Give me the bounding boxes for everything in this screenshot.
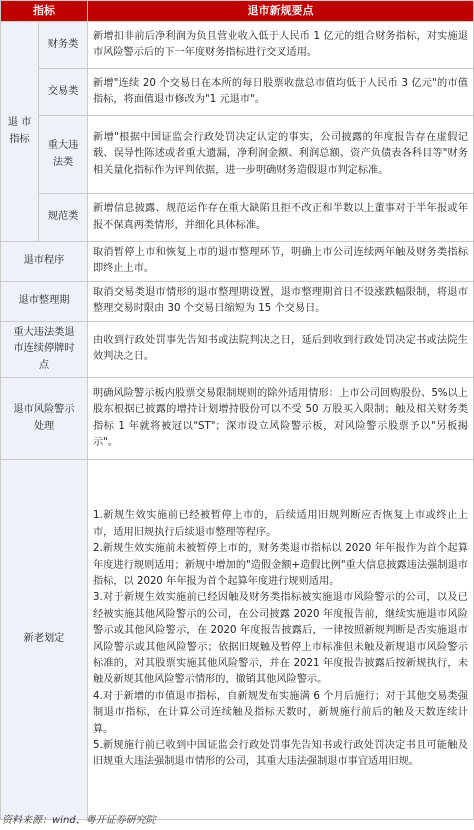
category-delist-indicator	[1, 22, 39, 242]
transition-item-4: 4.对于新增的市值退市指标，自新规发布实施满 6 个月后施行；对于其他交易类强制退市指标，在计算公司连续触及指标天数时，新规施行前后的触及天数连续计算。	[93, 690, 468, 735]
table-row	[1, 242, 474, 282]
transition-item-2: 2.新规生效实施前未被暂停上市的，财务类退市指标以 2020 年年报作为首个起算年度进行规则适用；新规中增加的"造假金额+造假比例"重大信息披露违法强制退市指标，以 2020 年年报为首个起算年度进行规则适用。	[93, 543, 468, 587]
transition-item-5: 5.新规施行前已收到中国证监会行政处罚事先告知书或行政处罚决定书且可能触及旧规重大违法强制退市情形的公司，其重大违法强制退市事宜适用旧规。	[93, 739, 468, 768]
label-delist-procedure: 退市程序	[1, 242, 88, 282]
suspension-content: 由收到行政处罚事先告知书或法院判决之日，延后到收到行政处罚决定书或法院生效判决之日。	[88, 321, 474, 377]
table-row	[1, 321, 474, 377]
major-violation-content: 新增"根据中国证监会行政处罚决定认定的事实，公司披露的年度报告存在虚假记载、误导性陈述或者重大遗漏，净利润金额、利润总额、资产负债表各科目等"财务相关量化指标作为评判依据，进一步明确财务造假退市判定标准。	[88, 116, 474, 194]
procedure-content: 取消暂停上市和恢复上市的退市整理环节，明确上市公司连续两年触及财务类指标即终止上市。	[88, 242, 474, 282]
table-row	[1, 378, 474, 460]
table-row	[1, 116, 474, 194]
transition-item-3: 3.对于新规生效实施前已经因触及财务类指标被实施退市风险警示的公司，以及已经被实施其他风险警示的公司，在公司披露 2020 年度报告前，继续实施退市风险警示或其他风险警示，在 2020 年度报告披露后，一律按照新规判断是否实施退市风险警示或其他风险警示；依据旧规触及暂停上市标准但未触及新规退市风险警示标准的，对其股票实施其他风险警示，并在 2021 年度报告披露后按新规执行，未触及新规其他风险警示情形的，撤销其他风险警示。	[93, 592, 468, 686]
label-risk-warning: 退市风险警示 处理	[1, 378, 88, 460]
risk-warning-content: 明确风险警示板内股票交易限制规则的除外适用情形：上市公司回购股份、5%以上股东根据已披露的增持计划增持股份可以不受 50 万股买入限制；触及相关财务类指标 1 年就将被冠以"ST"；深市设立风险警示板，对风险警示股票予以"另板揭示"。	[88, 378, 474, 460]
category-label: 退 市 指标	[7, 117, 32, 145]
period-content: 取消交易类退市情形的退市整理期设置，退市整理期首日不设涨跌幅限制，将退市整理交易时限由 30 个交易日缩短为 15 个交易日。	[88, 281, 474, 321]
trading-content: 新增"连续 20 个交易日在本所的每日股票收盘总市值均低于人民币 3 亿元"的市值指标，将面值退市修改为"1 元退市"。	[88, 69, 474, 116]
subcategory-compliance: 规范类	[39, 194, 88, 242]
header-indicator: 指标	[1, 1, 88, 22]
source-note: 资料来源：wind、粤开证券研究院	[2, 815, 156, 826]
table-row	[1, 69, 474, 116]
transition-content	[88, 460, 474, 820]
financial-content: 新增扣非前后净利润为负且营业收入低于人民币 1 亿元的组合财务指标，对实施退市风险警示后的下一年度财务指标进行交叉适用。	[88, 22, 474, 69]
transition-item-1: 1.新规生效实施前已经被暂停上市的，后续适用旧规判断应否恢复上市或终止上市，适用旧规执行后续退市整理等程序。	[93, 510, 468, 538]
label-suspension-timing: 重大违法类退 市连续停牌时 点	[1, 321, 88, 377]
subcategory-major-violation: 重大违 法类	[39, 116, 88, 194]
table-row	[1, 460, 474, 820]
table-row	[1, 22, 474, 69]
subcategory-trading: 交易类	[39, 69, 88, 116]
table-header-row	[1, 1, 474, 22]
compliance-content: 新增信息披露、规范运作存在重大缺陷且拒不改正和半数以上董事对于半年报或年报不保真两类情形，并细化具体标准。	[88, 194, 474, 242]
subcategory-financial: 财务类	[39, 22, 88, 69]
label-delist-period: 退市整理期	[1, 281, 88, 321]
label-transition: 新老划定	[1, 460, 88, 820]
table-row	[1, 281, 474, 321]
header-key-points: 退市新规要点	[88, 1, 474, 22]
table-row	[1, 194, 474, 242]
